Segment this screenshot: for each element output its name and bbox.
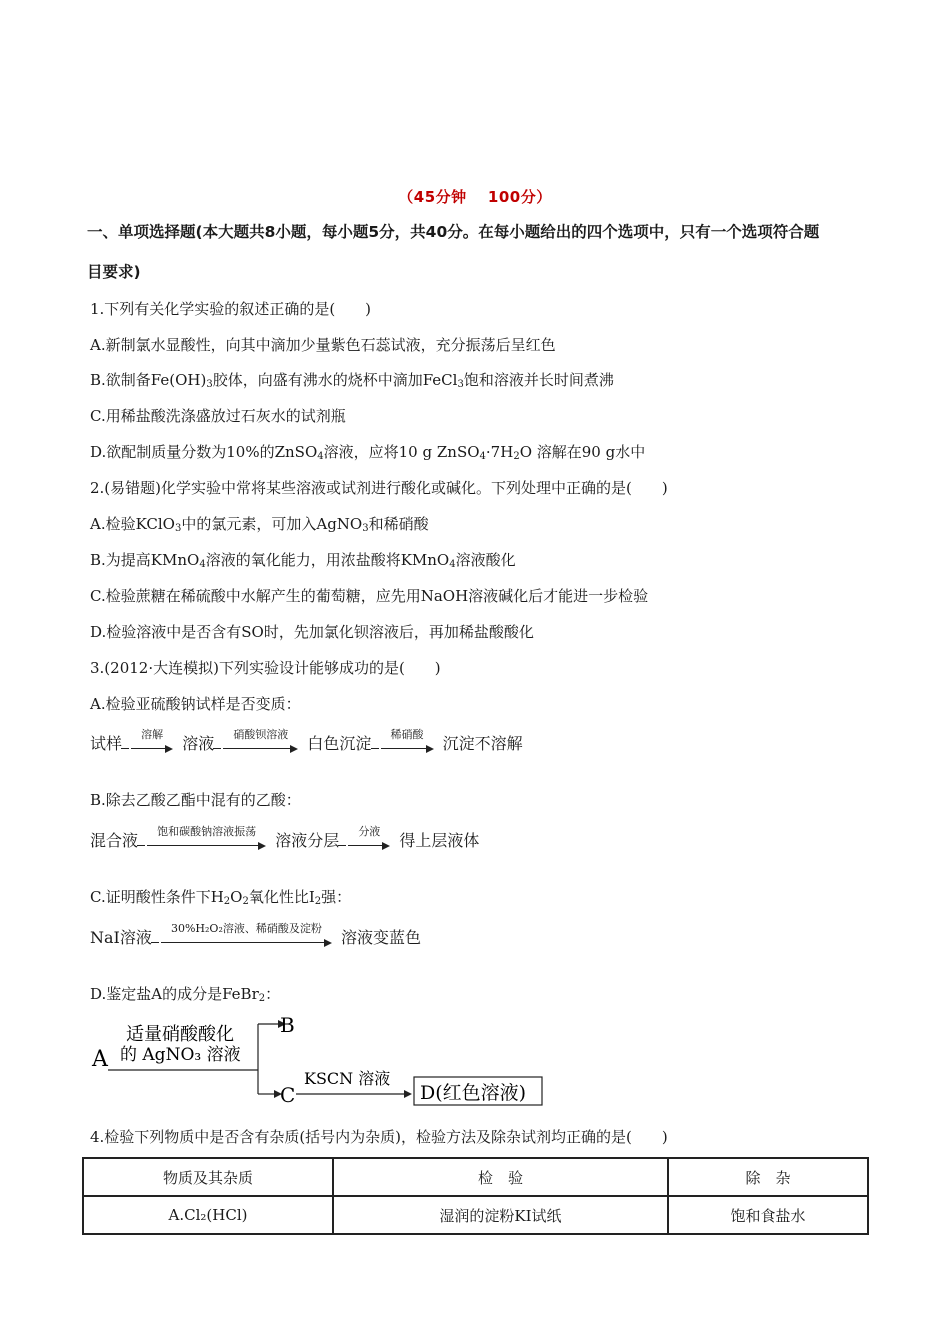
table-header-cell: 物质及其杂质 [83,1158,333,1196]
q3-stem: 3.(2012·大连模拟)下列实验设计能够成功的是( ) [90,659,441,677]
q3-c-sub: 2 [223,896,231,907]
q3-c-text: 强： [321,888,352,906]
arrow-condition: 分液 [358,825,381,838]
q3-d-text: D.鉴定盐A的成分是FeBr [90,985,259,1003]
flow-arrow [131,728,173,754]
q3-c-text: O [230,888,243,906]
q2-a-text: A.检验KClO [90,515,175,533]
q1-b-text: 胶体，向盛有沸水的烧杯中滴加FeCl [212,371,458,389]
diagram-node-b: B [280,1014,295,1037]
table-cell: A.Cl₂(HCl) [83,1196,333,1234]
table-header-row [83,1158,868,1196]
diagram-reagent2: KSCN 溶液 [304,1069,391,1088]
q2-b-sub: 4 [449,559,456,570]
q1-d-text: O 溶解在90 g水中 [519,443,646,461]
q3-d-text: ： [265,985,281,1003]
q3-c-flow [90,922,421,948]
arrow-condition: 硝酸钡溶液 [233,728,289,741]
diagram-node-a: A [92,1047,108,1072]
q3-b-flow [90,825,479,851]
flow-arrow [348,825,390,851]
q1-d-text: 溶液，应将10 g ZnSO [323,443,480,461]
diagram-reagent-line2: 的 AgNO₃ 溶液 [120,1045,241,1065]
section-title: 一、单项选择题(本大题共8小题，每小题5分，共40分。在每小题给出的四个选项中，只有一个选项符合题 [87,223,820,241]
q2-stem: 2.(易错题)化学实验中常将某些溶液或试剂进行酸化或碱化。下列处理中正确的是( ) [90,479,668,497]
q2-a-text: 和稀硝酸 [368,515,429,533]
diagram-reagent-line1: 适量硝酸酸化 [126,1024,234,1045]
diagram-arrowhead-d [404,1090,412,1098]
flow-step: NaI溶液 [90,928,152,947]
table-header-cell: 除 杂 [668,1158,868,1196]
q1-d-text: ·7H [485,443,514,461]
q2-a-text: 中的氯元素，可加入AgNO [181,515,363,533]
q2-a-sub: 3 [362,523,369,534]
flow-arrow [161,922,332,948]
arrow-condition: 稀硝酸 [390,728,424,741]
flow-step: 溶液 [182,734,215,753]
q1-option-b [90,369,614,390]
q3-a-flow [90,728,523,754]
arrow-condition: 饱和碳酸钠溶液振荡 [157,825,257,838]
flow-arrow [147,825,266,851]
q1-b-sub: 3 [457,379,464,390]
q2-option-d: D.检验溶液中是否含有SO时，先加氯化钡溶液后，再加稀盐酸酸化 [90,623,534,641]
q1-b-sub: 3 [206,379,213,390]
q1-b-text: B.欲制备Fe(OH) [90,371,207,389]
q1-stem: 1.下列有关化学实验的叙述正确的是( ) [90,300,372,318]
section-title-cont: 目要求) [87,263,141,281]
q3-d-sub: 2 [258,993,266,1004]
q1-d-sub: 2 [513,451,520,462]
flow-step: 沉淀不溶解 [442,734,523,753]
q2-b-text: 溶液的氧化能力，用浓盐酸将KMnO [205,551,450,569]
q1-b-text: 饱和溶液并长时间煮沸 [463,371,614,389]
q1-d-sub: 4 [479,451,486,462]
q3-d-reaction-diagram [90,1014,560,1110]
q2-option-c: C.检验蔗糖在稀硫酸中水解产生的葡萄糖，应先用NaOH溶液碱化后才能进一步检验 [90,587,649,605]
table-row [83,1196,868,1234]
q1-option-d [90,441,645,462]
q2-b-sub: 4 [199,559,206,570]
flow-step: 试样 [90,734,123,753]
flow-step: 溶液变蓝色 [340,928,421,947]
q3-c-text: 氧化性比I [248,888,315,906]
q3-option-d-label [90,983,280,1004]
q3-c-sub: 2 [242,896,249,907]
q3-c-sub: 2 [314,896,322,907]
q2-a-sub: 3 [174,523,182,534]
q3-option-c-label [90,886,351,907]
q1-d-text: D.欲配制质量分数为10%的ZnSO [90,443,318,461]
table-cell: 湿润的淀粉KI试纸 [333,1196,668,1234]
q2-b-text: B.为提高KMnO [90,551,200,569]
time-note: （45分钟 100分） [398,188,552,206]
flow-step: 白色沉淀 [307,734,372,753]
q3-c-text: C.证明酸性条件下H [90,888,224,906]
q1-option-a: A.新制氯水显酸性，向其中滴加少量紫色石蕊试液，充分振荡后呈红色 [90,336,556,354]
table-header-cell: 检 验 [333,1158,668,1196]
flow-arrow [381,728,434,754]
diagram-node-d: D(红色溶液) [420,1082,527,1104]
flow-arrow [223,728,298,754]
q3-option-a-label: A.检验亚硫酸钠试样是否变质： [90,695,301,713]
flow-step: 得上层液体 [399,831,480,850]
flow-step: 混合液 [90,831,139,850]
q4-table [82,1157,869,1235]
q3-option-b-label: B.除去乙酸乙酯中混有的乙酸： [90,791,301,809]
q1-d-sub: 4 [317,451,324,462]
arrow-condition: 溶解 [141,728,164,741]
q1-option-c: C.用稀盐酸洗涤盛放过石灰水的试剂瓶 [90,407,346,425]
q2-option-a [90,513,429,534]
diagram-node-c: C [280,1083,296,1107]
q2-option-b [90,549,516,570]
flow-step: 溶液分层 [275,831,340,850]
q2-b-text: 溶液酸化 [455,551,516,569]
q4-stem: 4.检验下列物质中是否含有杂质(括号内为杂质)，检验方法及除杂试剂均正确的是( ) [90,1128,668,1146]
arrow-condition: 30%H₂O₂溶液、稀硝酸及淀粉 [170,922,322,935]
table-cell: 饱和食盐水 [668,1196,868,1234]
